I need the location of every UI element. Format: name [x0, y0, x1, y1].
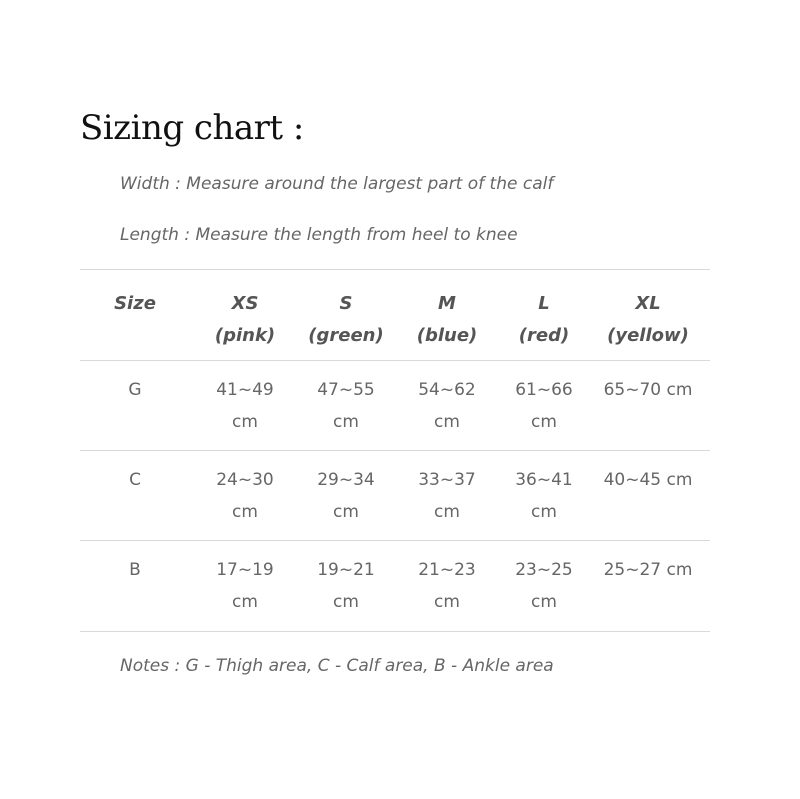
value-cell	[190, 540, 300, 630]
size-color: (blue)	[416, 325, 478, 346]
unit-label: cm	[232, 592, 258, 612]
range-value: 19~21	[317, 560, 375, 580]
size-color: (red)	[518, 325, 570, 346]
size-code: L	[538, 293, 550, 314]
header-size-m	[392, 270, 502, 360]
range-value: 23~25	[515, 560, 573, 580]
range-value: 40~45 cm	[603, 470, 693, 490]
unit-label: cm	[531, 592, 557, 612]
unit-label: cm	[232, 502, 258, 522]
row-label	[80, 540, 190, 630]
range-value: 47~55	[317, 380, 375, 400]
table-bottom-rule	[80, 631, 710, 632]
page-title: Sizing chart :	[80, 108, 304, 148]
value-cell	[502, 540, 586, 630]
unit-label: cm	[232, 412, 258, 432]
table-row-g	[80, 360, 710, 450]
unit-label: cm	[333, 412, 359, 432]
size-color: (pink)	[214, 325, 276, 346]
unit-label: cm	[333, 592, 359, 612]
range-value: 33~37	[418, 470, 476, 490]
value-cell	[190, 360, 300, 450]
value-cell	[502, 450, 586, 540]
range-value: 36~41	[515, 470, 573, 490]
table-row-c	[80, 450, 710, 540]
value-cell	[586, 360, 710, 450]
header-size-l	[502, 270, 586, 360]
value-cell	[586, 540, 710, 630]
header-size-s	[300, 270, 392, 360]
range-value: 21~23	[418, 560, 476, 580]
range-value: 54~62	[418, 380, 476, 400]
value-cell	[392, 360, 502, 450]
width-instruction: Width : Measure around the largest part of the calf	[120, 174, 554, 194]
size-code: XS	[231, 293, 259, 314]
unit-label: cm	[434, 502, 460, 522]
size-color: (yellow)	[607, 325, 689, 346]
table-row-b	[80, 540, 710, 630]
unit-label: cm	[531, 502, 557, 522]
value-cell	[300, 450, 392, 540]
row-label	[80, 360, 190, 450]
size-code: M	[438, 293, 456, 314]
range-value: 24~30	[216, 470, 274, 490]
unit-label: cm	[531, 412, 557, 432]
value-cell	[190, 450, 300, 540]
row-label-text: B	[129, 560, 141, 580]
range-value: 61~66	[515, 380, 573, 400]
value-cell	[502, 360, 586, 450]
value-cell	[300, 360, 392, 450]
size-color: (green)	[308, 325, 384, 346]
size-label: Size	[114, 293, 156, 314]
unit-label: cm	[434, 592, 460, 612]
header-size-xl	[586, 270, 710, 360]
row-label-text: C	[129, 470, 141, 490]
range-value: 65~70 cm	[603, 380, 693, 400]
table-header-row	[80, 270, 710, 360]
size-code: XL	[635, 293, 661, 314]
size-code: S	[339, 293, 353, 314]
header-size-xs	[190, 270, 300, 360]
range-value: 25~27 cm	[603, 560, 693, 580]
unit-label: cm	[434, 412, 460, 432]
range-value: 17~19	[216, 560, 274, 580]
value-cell	[300, 540, 392, 630]
value-cell	[586, 450, 710, 540]
range-value: 29~34	[317, 470, 375, 490]
sizing-table	[80, 270, 710, 630]
notes-footer: Notes : G - Thigh area, C - Calf area, B - Ankle area	[120, 656, 554, 676]
value-cell	[392, 540, 502, 630]
unit-label: cm	[333, 502, 359, 522]
range-value: 41~49	[216, 380, 274, 400]
length-instruction: Length : Measure the length from heel to knee	[120, 225, 518, 245]
row-label	[80, 450, 190, 540]
header-size-label	[80, 270, 190, 360]
row-label-text: G	[128, 380, 142, 400]
value-cell	[392, 450, 502, 540]
